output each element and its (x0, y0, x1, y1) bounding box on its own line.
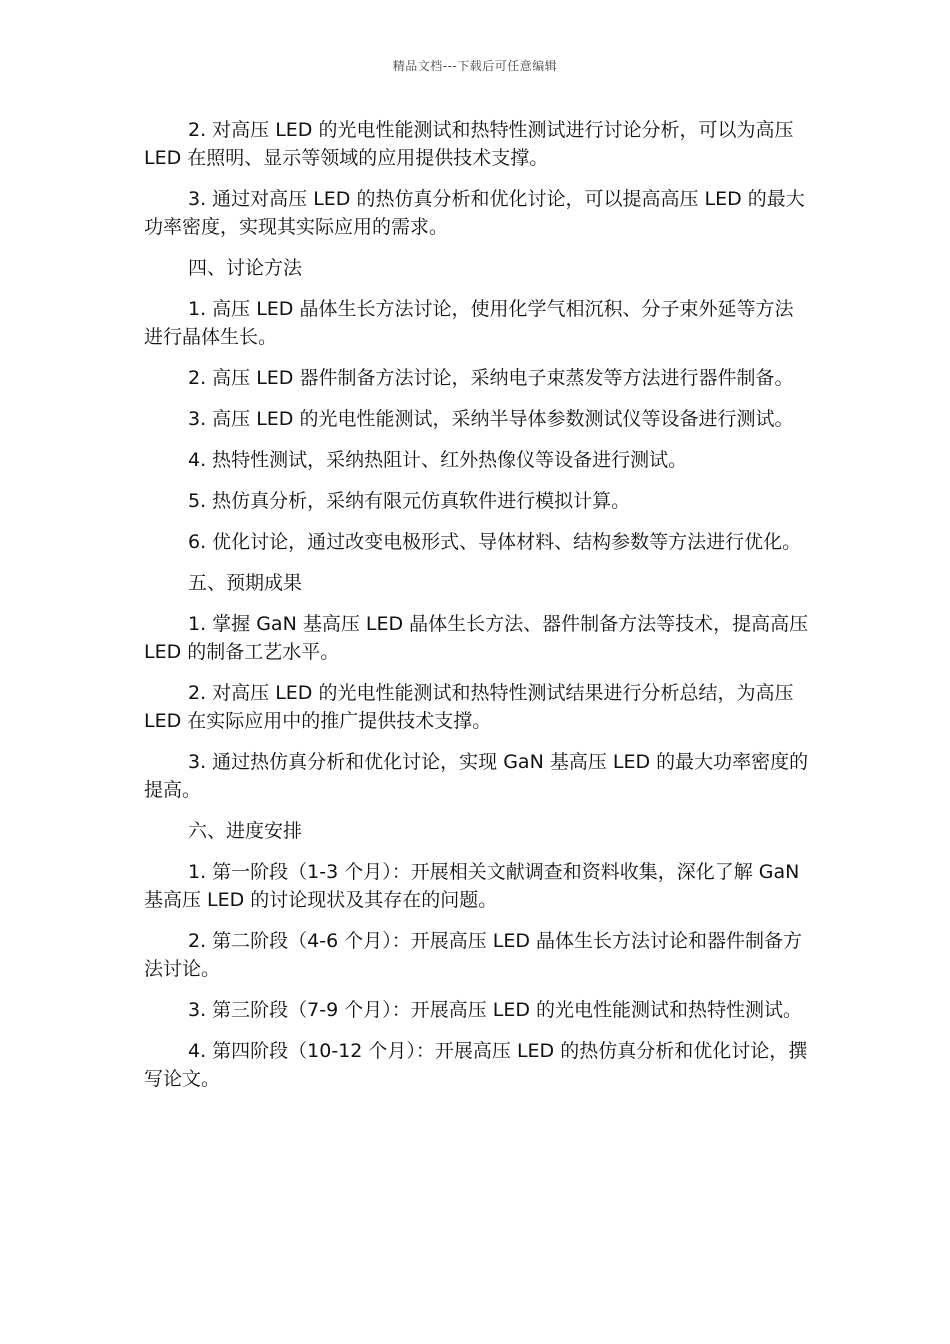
paragraph-method-3: 3. 高压 LED 的光电性能测试，采纳半导体参数测试仪等设备进行测试。 (188, 408, 794, 430)
paragraph-schedule-2: 2. 第二阶段（4-6 个月）：开展高压 LED 晶体生长方法讨论和器件制备方法讨论。 (144, 930, 803, 980)
paragraph-result-3: 3. 通过热仿真分析和优化讨论，实现 GaN 基高压 LED 的最大功率密度的提高。 (144, 751, 809, 801)
paragraph-method-1: 1. 高压 LED 晶体生长方法讨论，使用化学气相沉积、分子束外延等方法进行晶体生长。 (144, 298, 794, 348)
paragraph-method-6: 6. 优化讨论，通过改变电极形式、导体材料、结构参数等方法进行优化。 (188, 531, 802, 553)
paragraph-objective-2: 2. 对高压 LED 的光电性能测试和热特性测试进行讨论分析，可以为高压 LED 在照明、显示等领域的应用提供技术支撑。 (144, 119, 794, 169)
paragraph-method-5: 5. 热仿真分析，采纳有限元仿真软件进行模拟计算。 (188, 490, 631, 512)
document-body (144, 116, 810, 1106)
paragraph-schedule-4: 4. 第四阶段（10-12 个月）：开展高压 LED 的热仿真分析和优化讨论，撰写论文。 (144, 1040, 808, 1090)
paragraph-schedule-3: 3. 第三阶段（7-9 个月）：开展高压 LED 的光电性能测试和热特性测试。 (188, 999, 803, 1021)
section-heading-methods: 四、讨论方法 (188, 257, 303, 279)
paragraph-result-1: 1. 掌握 GaN 基高压 LED 晶体生长方法、器件制备方法等技术，提高高压 LED 的制备工艺水平。 (144, 613, 809, 663)
paragraph-method-2: 2. 高压 LED 器件制备方法讨论，采纳电子束蒸发等方法进行器件制备。 (188, 367, 794, 389)
page-header-watermark: 精品文档---下载后可任意编辑 (392, 59, 558, 73)
paragraph-objective-3: 3. 通过对高压 LED 的热仿真分析和优化讨论，可以提高高压 LED 的最大功率密度，实现其实际应用的需求。 (144, 188, 805, 238)
paragraph-method-4: 4. 热特性测试，采纳热阻计、红外热像仪等设备进行测试。 (188, 449, 688, 471)
section-heading-expected-results: 五、预期成果 (188, 572, 303, 594)
section-heading-schedule: 六、进度安排 (188, 820, 303, 842)
paragraph-schedule-1: 1. 第一阶段（1-3 个月）：开展相关文献调查和资料收集，深化了解 GaN 基高压 LED 的讨论现状及其存在的问题。 (144, 861, 800, 911)
paragraph-result-2: 2. 对高压 LED 的光电性能测试和热特性测试结果进行分析总结，为高压 LED 在实际应用中的推广提供技术支撑。 (144, 682, 794, 732)
